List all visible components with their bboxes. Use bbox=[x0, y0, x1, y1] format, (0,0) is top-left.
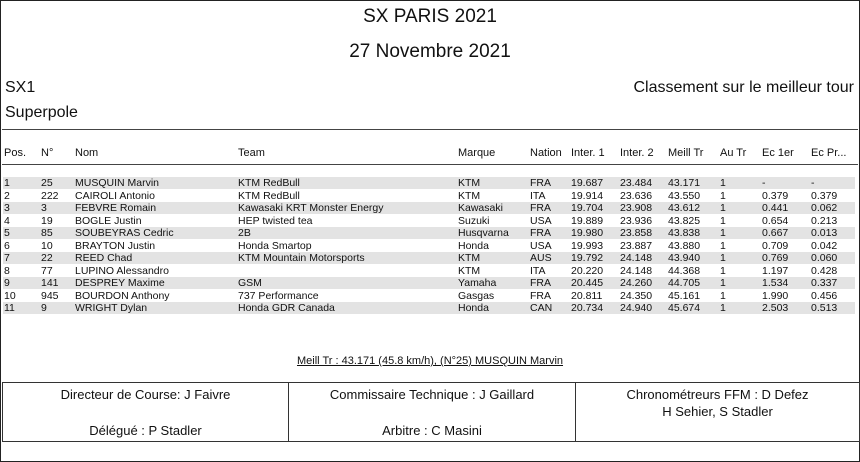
cell-number: 10 bbox=[41, 239, 53, 252]
table-row bbox=[3, 190, 855, 202]
cell-inter1: 20.445 bbox=[571, 277, 604, 289]
event-date: 27 Novembre 2021 bbox=[349, 41, 511, 62]
cell-nation: ITA bbox=[530, 264, 546, 277]
cell-gap-prev: 0.513 bbox=[811, 302, 838, 314]
cell-lap-no: 1 bbox=[720, 289, 726, 302]
cell-gap-prev: 0.013 bbox=[811, 227, 838, 239]
cell-pos: 3 bbox=[4, 202, 10, 214]
cell-pos: 10 bbox=[4, 289, 16, 302]
cell-nation: FRA bbox=[530, 277, 551, 289]
footer-col-direction bbox=[3, 383, 288, 441]
cell-inter2: 23.484 bbox=[620, 177, 653, 189]
cell-gap-first: 1.197 bbox=[762, 264, 789, 277]
col-lap-no: Au Tr bbox=[720, 147, 747, 159]
cell-inter2: 23.887 bbox=[620, 239, 653, 252]
table-row bbox=[3, 302, 855, 314]
cell-lap-no: 1 bbox=[720, 277, 726, 289]
cell-nation: FRA bbox=[530, 202, 551, 214]
cell-best-lap: 43.612 bbox=[668, 202, 701, 214]
cell-brand: KTM bbox=[458, 252, 481, 264]
col-name: Nom bbox=[75, 147, 99, 159]
cell-number: 222 bbox=[41, 189, 59, 202]
cell-brand: KTM bbox=[458, 177, 481, 189]
timekeepers-line2: H Sehier, S Stadler bbox=[662, 404, 773, 419]
cell-inter2: 24.350 bbox=[620, 289, 653, 302]
cell-gap-prev: 0.042 bbox=[811, 239, 838, 252]
delegate: Délégué : P Stadler bbox=[89, 423, 202, 438]
cell-number: 77 bbox=[41, 264, 53, 277]
cell-team: KTM Mountain Motorsports bbox=[238, 252, 365, 264]
cell-inter1: 19.993 bbox=[571, 239, 604, 252]
cell-best-lap: 43.940 bbox=[668, 252, 701, 264]
cell-brand: Kawasaki bbox=[458, 202, 503, 214]
col-brand: Marque bbox=[458, 147, 496, 159]
cell-pos: 7 bbox=[4, 252, 10, 264]
cell-gap-prev: 0.456 bbox=[811, 289, 838, 302]
cell-team: 737 Performance bbox=[238, 289, 319, 302]
cell-lap-no: 1 bbox=[720, 264, 726, 277]
cell-gap-first: 0.769 bbox=[762, 252, 789, 264]
cell-pos: 8 bbox=[4, 264, 10, 277]
cell-name: REED Chad bbox=[75, 252, 133, 264]
cell-name: BRAYTON Justin bbox=[75, 239, 156, 252]
cell-lap-no: 1 bbox=[720, 302, 726, 314]
cell-name: SOUBEYRAS Cedric bbox=[75, 227, 174, 239]
cell-best-lap: 43.880 bbox=[668, 239, 701, 252]
cell-inter1: 20.734 bbox=[571, 302, 604, 314]
cell-gap-first: 0.379 bbox=[762, 189, 789, 202]
cell-pos: 9 bbox=[4, 277, 10, 289]
cell-name: BOGLE Justin bbox=[75, 214, 142, 227]
cell-number: 9 bbox=[41, 302, 47, 314]
col-gap-first: Ec 1er bbox=[762, 147, 794, 159]
cell-best-lap: 43.825 bbox=[668, 214, 701, 227]
cell-brand: Honda bbox=[458, 239, 489, 252]
cell-inter2: 24.148 bbox=[620, 252, 653, 264]
cell-pos: 6 bbox=[4, 239, 10, 252]
cell-inter2: 24.260 bbox=[620, 277, 653, 289]
cell-brand: Husqvarna bbox=[458, 227, 509, 239]
cell-best-lap: 45.674 bbox=[668, 302, 701, 314]
cell-best-lap: 43.550 bbox=[668, 189, 701, 202]
cell-number: 25 bbox=[41, 177, 53, 189]
cell-gap-prev: 0.213 bbox=[811, 214, 838, 227]
cell-best-lap: 44.368 bbox=[668, 264, 701, 277]
cell-number: 22 bbox=[41, 252, 53, 264]
cell-inter1: 19.889 bbox=[571, 214, 604, 227]
timekeepers-line1: Chronométreurs FFM : D Defez bbox=[626, 387, 809, 402]
cell-name: FEBVRE Romain bbox=[75, 202, 157, 214]
category-label: SX1 bbox=[5, 79, 36, 96]
cell-name: BOURDON Anthony bbox=[75, 289, 170, 302]
cell-gap-first: 0.667 bbox=[762, 227, 789, 239]
cell-brand: KTM bbox=[458, 189, 481, 202]
cell-inter1: 19.792 bbox=[571, 252, 604, 264]
cell-pos: 11 bbox=[4, 302, 15, 314]
cell-name: LUPINO Alessandro bbox=[75, 264, 169, 277]
cell-gap-prev: 0.062 bbox=[811, 202, 838, 214]
cell-nation: ITA bbox=[530, 189, 546, 202]
header-divider bbox=[2, 129, 858, 130]
col-inter1: Inter. 1 bbox=[571, 147, 605, 159]
table-row bbox=[3, 240, 855, 252]
cell-best-lap: 44.705 bbox=[668, 277, 701, 289]
cell-inter2: 23.858 bbox=[620, 227, 653, 239]
cell-brand: Suzuki bbox=[458, 214, 490, 227]
cell-lap-no: 1 bbox=[720, 189, 726, 202]
table-row bbox=[3, 177, 855, 189]
cell-lap-no: 1 bbox=[720, 202, 726, 214]
cell-number: 19 bbox=[41, 214, 53, 227]
table-row bbox=[3, 215, 855, 227]
cell-number: 3 bbox=[41, 202, 47, 214]
cell-inter1: 19.914 bbox=[571, 189, 604, 202]
cell-team: HEP twisted tea bbox=[238, 214, 313, 227]
cell-pos: 4 bbox=[4, 214, 10, 227]
cell-team: GSM bbox=[238, 277, 262, 289]
table-row bbox=[3, 202, 855, 214]
cell-lap-no: 1 bbox=[720, 252, 726, 264]
cell-brand: Honda bbox=[458, 302, 489, 314]
cell-nation: CAN bbox=[530, 302, 553, 314]
col-inter2: Inter. 2 bbox=[620, 147, 654, 159]
cell-inter2: 23.936 bbox=[620, 214, 653, 227]
table-row bbox=[3, 277, 855, 289]
cell-nation: USA bbox=[530, 239, 552, 252]
cell-gap-prev: 0.379 bbox=[811, 189, 838, 202]
cell-team: KTM RedBull bbox=[238, 189, 300, 202]
cell-nation: FRA bbox=[530, 289, 551, 302]
cell-inter2: 24.148 bbox=[620, 264, 653, 277]
cell-inter1: 20.220 bbox=[571, 264, 604, 277]
cell-gap-first: 0.441 bbox=[762, 202, 789, 214]
cell-best-lap: 43.838 bbox=[668, 227, 701, 239]
col-pos: Pos. bbox=[4, 147, 27, 159]
cell-pos: 1 bbox=[4, 177, 10, 189]
cell-pos: 2 bbox=[4, 189, 10, 202]
cell-inter1: 19.704 bbox=[571, 202, 604, 214]
cell-gap-first: 1.990 bbox=[762, 289, 789, 302]
cell-brand: KTM bbox=[458, 264, 481, 277]
referee: Arbitre : C Masini bbox=[382, 423, 482, 438]
cell-team: Honda GDR Canada bbox=[238, 302, 335, 314]
cell-team: Kawasaki KRT Monster Energy bbox=[238, 202, 384, 214]
cell-team: KTM RedBull bbox=[238, 177, 300, 189]
technical-commissioner: Commissaire Technique : J Gaillard bbox=[329, 387, 535, 402]
cell-inter2: 24.940 bbox=[620, 302, 653, 314]
cell-lap-no: 1 bbox=[720, 227, 726, 239]
cell-inter2: 23.636 bbox=[620, 189, 653, 202]
cell-gap-prev: - bbox=[811, 177, 815, 189]
cell-brand: Yamaha bbox=[458, 277, 497, 289]
col-gap-prev: Ec Pr... bbox=[811, 147, 847, 159]
cell-inter1: 19.687 bbox=[571, 177, 604, 189]
cell-gap-first: 0.709 bbox=[762, 239, 789, 252]
race-director: Directeur de Course: J Faivre bbox=[60, 387, 231, 402]
cell-lap-no: 1 bbox=[720, 214, 726, 227]
officials-footer bbox=[2, 382, 860, 442]
cell-gap-first: 1.534 bbox=[762, 277, 789, 289]
cell-team: 2B bbox=[238, 227, 251, 239]
cell-gap-first: 0.654 bbox=[762, 214, 789, 227]
classification-label: Classement sur le meilleur tour bbox=[633, 79, 854, 96]
col-nation: Nation bbox=[530, 147, 562, 159]
cell-inter2: 23.908 bbox=[620, 202, 653, 214]
session-label: Superpole bbox=[5, 104, 78, 121]
cell-inter1: 20.811 bbox=[571, 289, 603, 302]
cell-name: WRIGHT Dylan bbox=[75, 302, 148, 314]
cell-best-lap: 45.161 bbox=[668, 289, 701, 302]
cell-pos: 5 bbox=[4, 227, 10, 239]
table-row bbox=[3, 265, 855, 277]
cell-lap-no: 1 bbox=[720, 239, 726, 252]
cell-name: MUSQUIN Marvin bbox=[75, 177, 160, 189]
col-best-lap: Meill Tr bbox=[668, 147, 704, 159]
event-title: SX PARIS 2021 bbox=[363, 6, 497, 27]
cell-number: 85 bbox=[41, 227, 53, 239]
cell-gap-first: - bbox=[762, 177, 766, 189]
table-row bbox=[3, 252, 855, 264]
col-team: Team bbox=[238, 147, 265, 159]
cell-nation: AUS bbox=[530, 252, 552, 264]
cell-lap-no: 1 bbox=[720, 177, 726, 189]
cell-gap-prev: 0.337 bbox=[811, 277, 838, 289]
cell-nation: FRA bbox=[530, 227, 551, 239]
footer-col-timekeepers bbox=[576, 383, 859, 441]
best-lap-summary: Meill Tr : 43.171 (45.8 km/h), (N°25) MUSQUIN Marvin bbox=[296, 355, 564, 367]
cell-gap-first: 2.503 bbox=[762, 302, 789, 314]
cell-gap-prev: 0.060 bbox=[811, 252, 838, 264]
cell-nation: USA bbox=[530, 214, 552, 227]
cell-team: Honda Smartop bbox=[238, 239, 312, 252]
cell-inter1: 19.980 bbox=[571, 227, 604, 239]
col-number: N° bbox=[41, 147, 54, 159]
table-row bbox=[3, 290, 855, 302]
cell-name: DESPREY Maxime bbox=[75, 277, 165, 289]
cell-brand: Gasgas bbox=[458, 289, 495, 302]
cell-number: 945 bbox=[41, 289, 59, 302]
cell-name: CAIROLI Antonio bbox=[75, 189, 155, 202]
footer-col-technical bbox=[288, 383, 576, 441]
table-row bbox=[3, 227, 855, 239]
cell-nation: FRA bbox=[530, 177, 551, 189]
cell-best-lap: 43.171 bbox=[668, 177, 701, 189]
table-header-divider bbox=[2, 164, 858, 165]
cell-gap-prev: 0.428 bbox=[811, 264, 838, 277]
cell-number: 141 bbox=[41, 277, 59, 289]
